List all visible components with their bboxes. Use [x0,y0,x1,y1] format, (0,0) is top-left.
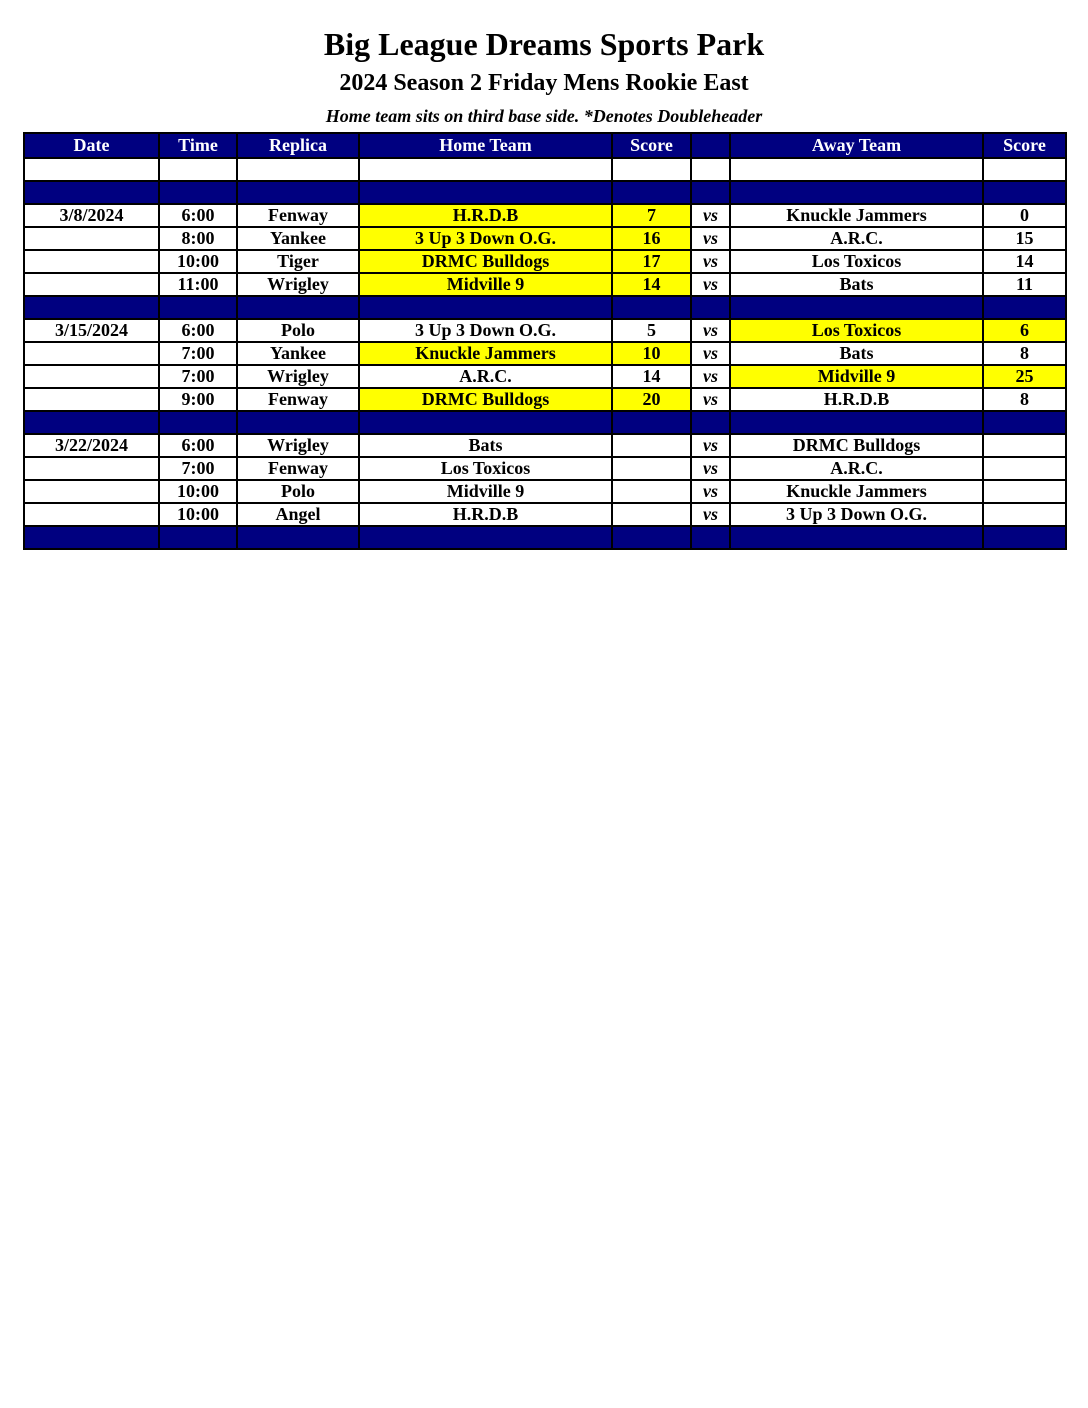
vs-cell: vs [691,434,730,457]
column-header-home-team: Home Team [359,133,612,158]
separator-cell [24,296,159,319]
separator-cell [612,296,691,319]
away-team-cell: Knuckle Jammers [730,204,983,227]
home-team-cell: Knuckle Jammers [359,342,612,365]
away-team-cell: H.R.D.B [730,388,983,411]
page-subtitle: 2024 Season 2 Friday Mens Rookie East [339,70,749,96]
column-header-vs [691,133,730,158]
vs-cell: vs [691,319,730,342]
game-row [24,457,1066,480]
column-header-home-score: Score [612,133,691,158]
vs-cell: vs [691,388,730,411]
schedule-note: Home team sits on third base side. *Denotes Doubleheader [325,106,763,126]
column-header-time: Time [159,133,237,158]
vs-cell: vs [691,227,730,250]
time-cell: 10:00 [159,503,237,526]
separator-cell [612,158,691,181]
home-team-cell: DRMC Bulldogs [359,388,612,411]
replica-cell: Angel [237,503,359,526]
game-row [24,319,1066,342]
away-score-cell [983,457,1066,480]
time-cell: 6:00 [159,319,237,342]
separator-cell [730,181,983,204]
separator-cell [359,158,612,181]
date-cell [24,480,159,503]
column-header-replica: Replica [237,133,359,158]
separator-cell [237,181,359,204]
game-row [24,227,1066,250]
game-row [24,365,1066,388]
time-cell: 6:00 [159,434,237,457]
separator-cell [983,526,1066,549]
home-score-cell [612,457,691,480]
home-score-cell: 10 [612,342,691,365]
date-cell [24,503,159,526]
separator-cell [24,411,159,434]
separator-cell [359,296,612,319]
date-cell: 3/8/2024 [24,204,159,227]
away-team-cell: Knuckle Jammers [730,480,983,503]
home-score-cell: 14 [612,273,691,296]
away-score-cell: 14 [983,250,1066,273]
away-score-cell: 8 [983,342,1066,365]
separator-cell [612,181,691,204]
separator-cell [237,411,359,434]
home-team-cell: H.R.D.B [359,204,612,227]
time-cell: 7:00 [159,342,237,365]
away-score-cell [983,503,1066,526]
separator-cell [691,411,730,434]
separator-cell [691,158,730,181]
game-row [24,503,1066,526]
home-team-cell: Los Toxicos [359,457,612,480]
home-score-cell: 20 [612,388,691,411]
home-team-cell: H.R.D.B [359,503,612,526]
replica-cell: Wrigley [237,365,359,388]
game-row [24,480,1066,503]
vs-cell: vs [691,342,730,365]
game-row [24,434,1066,457]
date-cell [24,273,159,296]
date-cell [24,365,159,388]
vs-cell: vs [691,273,730,296]
vs-cell: vs [691,250,730,273]
home-score-cell [612,480,691,503]
separator-cell [237,296,359,319]
game-row [24,342,1066,365]
separator-row [24,181,1066,204]
column-header-away-team: Away Team [730,133,983,158]
date-cell [24,457,159,480]
vs-cell: vs [691,457,730,480]
home-team-cell: A.R.C. [359,365,612,388]
date-cell [24,342,159,365]
time-cell: 8:00 [159,227,237,250]
separator-cell [159,296,237,319]
vs-cell: vs [691,503,730,526]
vs-cell: vs [691,365,730,388]
column-header-away-score: Score [983,133,1066,158]
away-score-cell: 11 [983,273,1066,296]
home-team-cell: 3 Up 3 Down O.G. [359,319,612,342]
separator-cell [730,411,983,434]
date-cell [24,250,159,273]
schedule-body [24,158,1066,549]
table-header-row [24,133,1066,158]
home-score-cell [612,503,691,526]
date-cell: 3/15/2024 [24,319,159,342]
replica-cell: Polo [237,319,359,342]
date-cell: 3/22/2024 [24,434,159,457]
blank-row [24,158,1066,181]
away-score-cell [983,434,1066,457]
column-header-date: Date [24,133,159,158]
away-team-cell: Bats [730,273,983,296]
replica-cell: Fenway [237,388,359,411]
home-score-cell: 17 [612,250,691,273]
separator-cell [983,296,1066,319]
away-team-cell: DRMC Bulldogs [730,434,983,457]
separator-cell [159,526,237,549]
schedule-table [23,132,1067,550]
replica-cell: Polo [237,480,359,503]
separator-cell [237,526,359,549]
separator-cell [359,181,612,204]
separator-cell [24,181,159,204]
away-score-cell: 25 [983,365,1066,388]
separator-cell [159,181,237,204]
separator-cell [359,411,612,434]
away-score-cell: 8 [983,388,1066,411]
separator-cell [612,526,691,549]
vs-cell: vs [691,204,730,227]
time-cell: 11:00 [159,273,237,296]
away-score-cell: 6 [983,319,1066,342]
separator-row [24,296,1066,319]
home-team-cell: Midville 9 [359,480,612,503]
replica-cell: Yankee [237,342,359,365]
away-score-cell [983,480,1066,503]
away-score-cell: 0 [983,204,1066,227]
away-team-cell: Los Toxicos [730,250,983,273]
game-row [24,388,1066,411]
separator-cell [24,526,159,549]
time-cell: 6:00 [159,204,237,227]
separator-cell [983,411,1066,434]
away-team-cell: A.R.C. [730,457,983,480]
separator-cell [359,526,612,549]
date-cell [24,227,159,250]
replica-cell: Fenway [237,204,359,227]
away-team-cell: Los Toxicos [730,319,983,342]
separator-cell [691,296,730,319]
date-cell [24,388,159,411]
separator-cell [24,158,159,181]
vs-cell: vs [691,480,730,503]
home-score-cell: 5 [612,319,691,342]
time-cell: 7:00 [159,457,237,480]
home-score-cell: 16 [612,227,691,250]
home-team-cell: 3 Up 3 Down O.G. [359,227,612,250]
replica-cell: Wrigley [237,273,359,296]
separator-cell [237,158,359,181]
game-row [24,204,1066,227]
separator-cell [730,296,983,319]
replica-cell: Yankee [237,227,359,250]
time-cell: 10:00 [159,250,237,273]
away-team-cell: Bats [730,342,983,365]
away-team-cell: 3 Up 3 Down O.G. [730,503,983,526]
separator-cell [691,181,730,204]
separator-row [24,526,1066,549]
separator-cell [691,526,730,549]
separator-row [24,411,1066,434]
separator-cell [983,158,1066,181]
replica-cell: Fenway [237,457,359,480]
time-cell: 9:00 [159,388,237,411]
home-team-cell: DRMC Bulldogs [359,250,612,273]
game-row [24,250,1066,273]
away-team-cell: A.R.C. [730,227,983,250]
separator-cell [730,158,983,181]
home-score-cell [612,434,691,457]
replica-cell: Wrigley [237,434,359,457]
separator-cell [612,411,691,434]
replica-cell: Tiger [237,250,359,273]
home-team-cell: Bats [359,434,612,457]
separator-cell [159,158,237,181]
separator-cell [983,181,1066,204]
away-score-cell: 15 [983,227,1066,250]
away-team-cell: Midville 9 [730,365,983,388]
home-score-cell: 14 [612,365,691,388]
game-row [24,273,1066,296]
home-score-cell: 7 [612,204,691,227]
separator-cell [159,411,237,434]
page-title: Big League Dreams Sports Park [323,26,765,62]
home-team-cell: Midville 9 [359,273,612,296]
separator-cell [730,526,983,549]
time-cell: 7:00 [159,365,237,388]
time-cell: 10:00 [159,480,237,503]
